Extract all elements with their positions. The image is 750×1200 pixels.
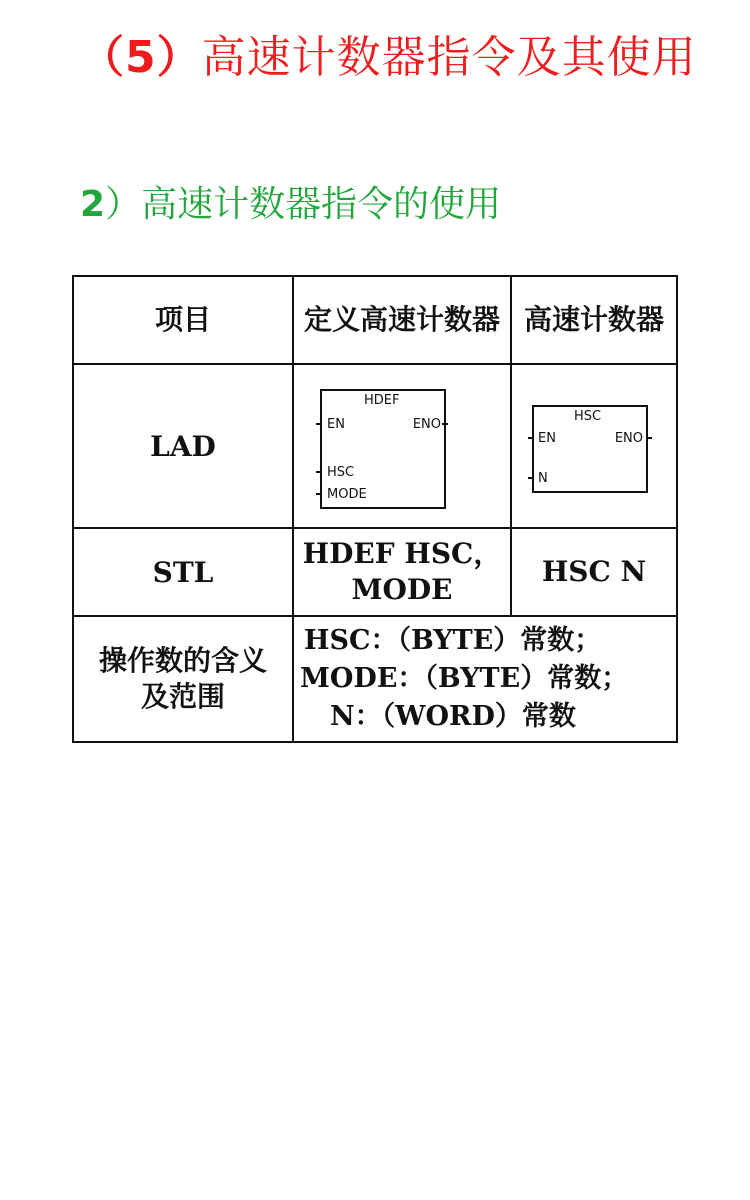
row-label-stl: STL — [73, 528, 293, 616]
operand-mode-desc: MODE：（BYTE）常数； — [300, 663, 629, 694]
header-counter: 高速计数器 — [511, 276, 677, 364]
hsc-en-pin — [528, 437, 534, 439]
stl-hdef-cell — [293, 528, 511, 616]
stl-hdef-line2: MODE — [351, 573, 453, 606]
hdef-hsc-label: HSC — [327, 465, 355, 480]
hdef-en-pin — [316, 423, 322, 425]
hdef-eno-pin — [442, 423, 448, 425]
hsc-eno-pin — [646, 437, 652, 439]
hdef-mode-pin — [316, 493, 322, 495]
instruction-table — [72, 275, 678, 743]
title-text: 高速计数器指令及其使用 — [201, 32, 697, 83]
subtitle-number: 2 — [80, 184, 106, 225]
row-label-operands — [73, 616, 293, 742]
page-title — [80, 28, 697, 88]
hsc-n-label: N — [538, 471, 548, 486]
operands-description-cell — [293, 616, 677, 742]
hdef-ladder-diagram — [294, 365, 510, 527]
hsc-block — [532, 405, 648, 493]
operands-label-line1: 操作数的含义 — [98, 644, 267, 677]
hsc-en-label: EN — [538, 431, 556, 446]
hdef-ladder-cell — [293, 364, 511, 528]
hdef-block — [320, 389, 446, 509]
table-row-lad — [73, 364, 677, 528]
hsc-ladder-cell — [511, 364, 677, 528]
table-row-operands — [73, 616, 677, 742]
operand-hsc-desc: HSC：（BYTE）常数； — [304, 625, 602, 656]
hsc-n-pin — [528, 477, 534, 479]
hsc-ladder-diagram — [512, 365, 676, 527]
table-row-stl — [73, 528, 677, 616]
header-define-counter: 定义高速计数器 — [293, 276, 511, 364]
hdef-eno-label: ENO — [412, 417, 441, 432]
row-label-lad: LAD — [73, 364, 293, 528]
operands-label-line2: 及范围 — [140, 680, 225, 713]
stl-hsc-cell: HSC N — [511, 528, 677, 616]
subtitle-text: ）高速计数器指令的使用 — [105, 184, 502, 225]
stl-hdef-line1: HDEF HSC， — [302, 537, 502, 570]
operand-n-desc: N：（WORD）常数 — [330, 701, 576, 732]
section-subtitle — [80, 178, 501, 232]
hsc-eno-label: ENO — [614, 431, 643, 446]
hdef-en-label: EN — [327, 417, 345, 432]
hdef-hsc-pin — [316, 471, 322, 473]
hsc-block-name: HSC — [574, 409, 602, 424]
table-header-row — [73, 276, 677, 364]
header-item: 项目 — [73, 276, 293, 364]
hdef-mode-label: MODE — [327, 487, 367, 502]
hdef-block-name: HDEF — [364, 393, 400, 408]
title-number: （5） — [80, 32, 202, 83]
